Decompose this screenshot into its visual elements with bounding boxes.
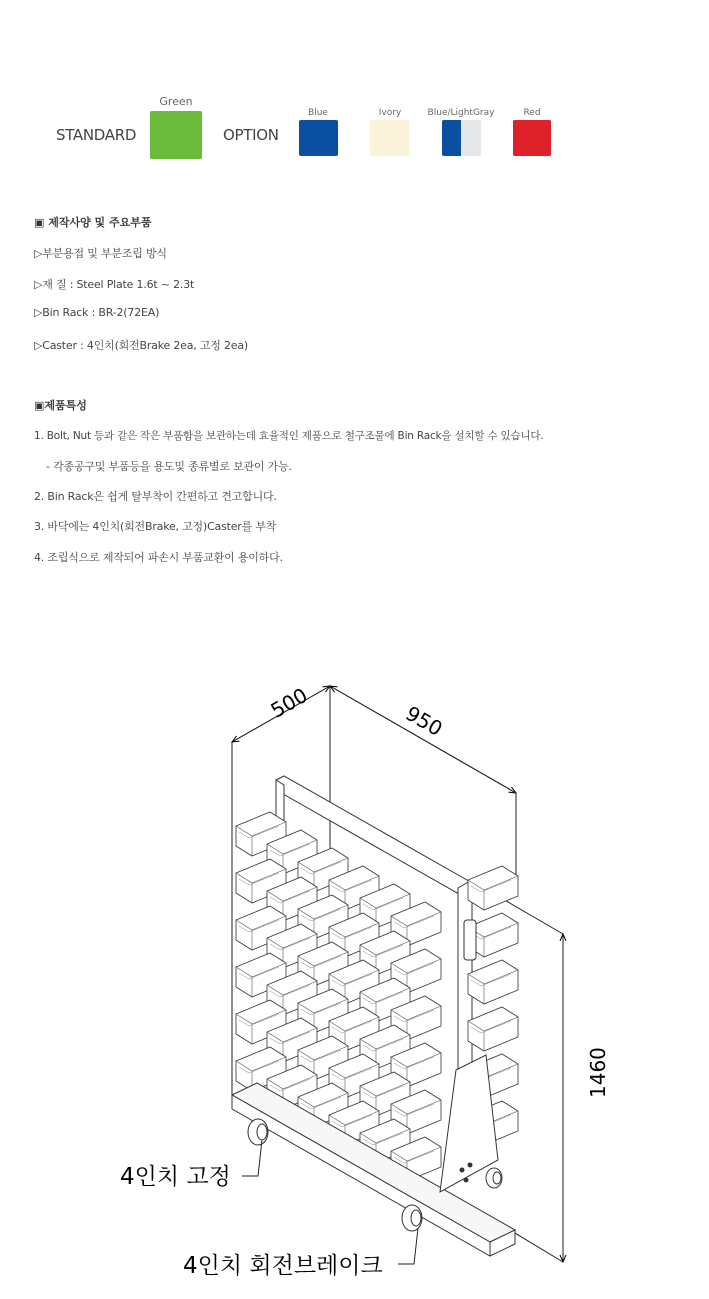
standard-label: STANDARD xyxy=(56,126,137,144)
caption-fixed-caster: 4인치 고정 xyxy=(120,1164,231,1190)
features-heading: ▣제품특성 xyxy=(34,399,87,412)
swatch-green[interactable] xyxy=(150,111,202,159)
swatch-ivory[interactable] xyxy=(370,120,409,156)
swatch-name-blue-lightgray: Blue/LightGray xyxy=(427,108,495,118)
dim-depth-label: 500 xyxy=(266,682,312,723)
feature-item: 2. Bin Rack은 쉽게 탈부착이 간편하고 견고합니다. xyxy=(34,490,277,503)
feature-item: 1. Bolt, Nut 등과 같은 작은 부품함을 보관하는데 효율적인 제품으로 철구조물에 Bin Rack을 설치할 수 있습니다. xyxy=(34,430,544,442)
dim-height-label: 1460 xyxy=(586,1047,610,1098)
feature-item: 4. 조립식으로 제작되어 파손시 부품교환이 용이하다. xyxy=(34,551,283,564)
swatch-name-green: Green xyxy=(159,95,193,108)
feature-item: - 각종공구및 부품등을 용도및 종류별로 보관이 가능. xyxy=(46,460,292,473)
spec-item: ▷Caster : 4인치(회전Brake 2ea, 고정 2ea) xyxy=(34,339,249,352)
swatch-name-red: Red xyxy=(523,108,541,118)
caption-brake-caster: 4인치 회전브레이크 xyxy=(183,1253,383,1279)
spec-item: ▷부분용접 및 부분조립 방식 xyxy=(34,247,167,260)
bin-rack-drawing xyxy=(0,660,709,1299)
swatch-name-blue: Blue xyxy=(308,108,328,118)
bin xyxy=(468,960,518,1004)
bin xyxy=(468,1007,518,1051)
spec-item: ▷재 질 : Steel Plate 1.6t ~ 2.3t xyxy=(34,278,195,291)
swatch-blue[interactable] xyxy=(299,120,338,156)
swatch-name-ivory: Ivory xyxy=(378,108,402,118)
spec-heading: ▣ 제작사양 및 주요부품 xyxy=(34,216,152,229)
feature-item: 3. 바닥에는 4인치(회전Brake, 고정)Caster를 부착 xyxy=(34,520,277,533)
swatch-red[interactable] xyxy=(513,120,551,156)
swatch-blue-lightgray[interactable] xyxy=(442,120,481,156)
dim-width-label: 950 xyxy=(401,701,447,741)
spec-item: ▷Bin Rack : BR-2(72EA) xyxy=(34,306,160,319)
option-label: OPTION xyxy=(223,126,279,144)
